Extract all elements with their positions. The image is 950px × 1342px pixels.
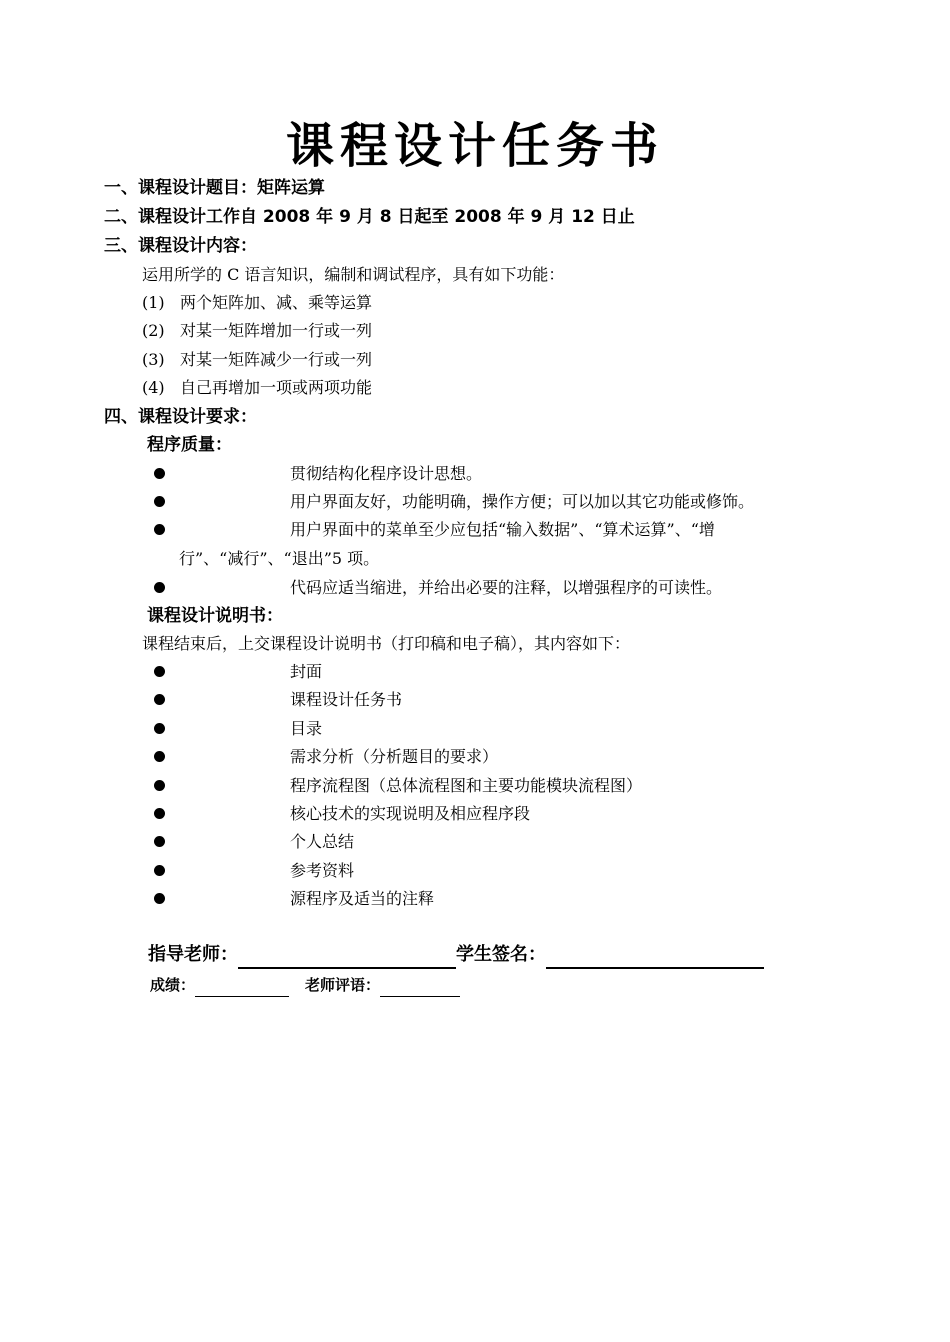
bullet-text: 个人总结 [290,832,355,851]
list-item [0,462,950,486]
bullet-text: 用户界面中的菜单至少应包括“输入数据”、“算术运算”、“增 [290,520,715,539]
list-item [0,802,950,826]
grade-row [150,973,460,997]
bullet-icon [154,694,165,705]
section-topic: 一、课程设计题目：矩阵运算 [104,178,325,198]
advisor-signature-line[interactable] [238,947,456,969]
item-text: 两个矩阵加、减、乘等运算 [180,293,373,312]
bullet-text: 用户界面友好，功能明确，操作方便；可以加以其它功能或修饰。 [290,492,755,511]
bullet-text: 代码应适当缩进，并给出必要的注释，以增强程序的可读性。 [290,578,723,597]
item-text: 自己再增加一项或两项功能 [180,378,373,397]
student-signature-line[interactable] [546,947,764,969]
quality-heading: 程序质量： [147,435,232,455]
bullet-icon [154,780,165,791]
bullet-icon [154,582,165,593]
bullet-icon [154,666,165,677]
content-item [142,319,372,343]
bullet-icon [154,468,165,479]
list-item [0,774,950,798]
content-item [142,348,372,372]
section-schedule: 二、课程设计工作自 2008 年 9 月 8 日起至 2008 年 9 月 12 日止 [104,207,635,227]
bullet-text: 核心技术的实现说明及相应程序段 [290,804,531,823]
bullet-icon [154,723,165,734]
report-intro: 课程结束后，上交课程设计说明书（打印稿和电子稿），其内容如下： [142,634,631,653]
advisor-label: 指导老师： [148,944,238,965]
bullet-text: 目录 [290,719,323,738]
item-number: (4) [142,378,165,397]
comment-line[interactable] [380,980,460,997]
grade-line[interactable] [195,980,289,997]
list-item [0,887,950,911]
section-content: 三、课程设计内容： [104,236,257,256]
list-item [0,518,950,542]
bullet-text: 封面 [290,662,323,681]
bullet-text: 参考资料 [290,861,355,880]
student-label: 学生签名： [456,944,546,965]
signature-row [148,941,764,969]
bullet-text: 程序流程图（总体流程图和主要功能模块流程图） [290,776,643,795]
bullet-icon [154,496,165,507]
bullet-text: 贯彻结构化程序设计思想。 [290,464,483,483]
item-number: (1) [142,293,165,312]
item-text: 对某一矩阵增加一行或一列 [180,321,373,340]
list-item [0,830,950,854]
bullet-icon [154,836,165,847]
item-number: (3) [142,350,165,369]
bullet-text: 需求分析（分析题目的要求） [290,747,499,766]
section-requirements: 四、课程设计要求： [104,407,257,427]
bullet-continuation: 行”、“减行”、“退出”5 项。 [179,549,380,568]
bullet-icon [154,865,165,876]
report-heading: 课程设计说明书： [147,606,283,626]
grade-label: 成绩： [150,976,196,994]
list-item [0,859,950,883]
content-item [142,291,372,315]
bullet-icon [154,808,165,819]
list-item [0,576,950,600]
comment-label: 老师评语： [305,976,381,994]
list-item [0,660,950,684]
content-intro: 运用所学的 C 语言知识，编制和调试程序，具有如下功能： [142,265,565,284]
list-item [0,745,950,769]
list-item [0,490,950,514]
bullet-icon [154,893,165,904]
bullet-icon [154,524,165,535]
list-item [0,717,950,741]
bullet-text: 源程序及适当的注释 [290,889,435,908]
list-item [0,688,950,712]
item-text: 对某一矩阵减少一行或一列 [180,350,373,369]
bullet-icon [154,751,165,762]
bullet-text: 课程设计任务书 [290,690,403,709]
content-item [142,376,372,400]
page-title: 课程设计任务书 [285,118,664,174]
item-number: (2) [142,321,165,340]
